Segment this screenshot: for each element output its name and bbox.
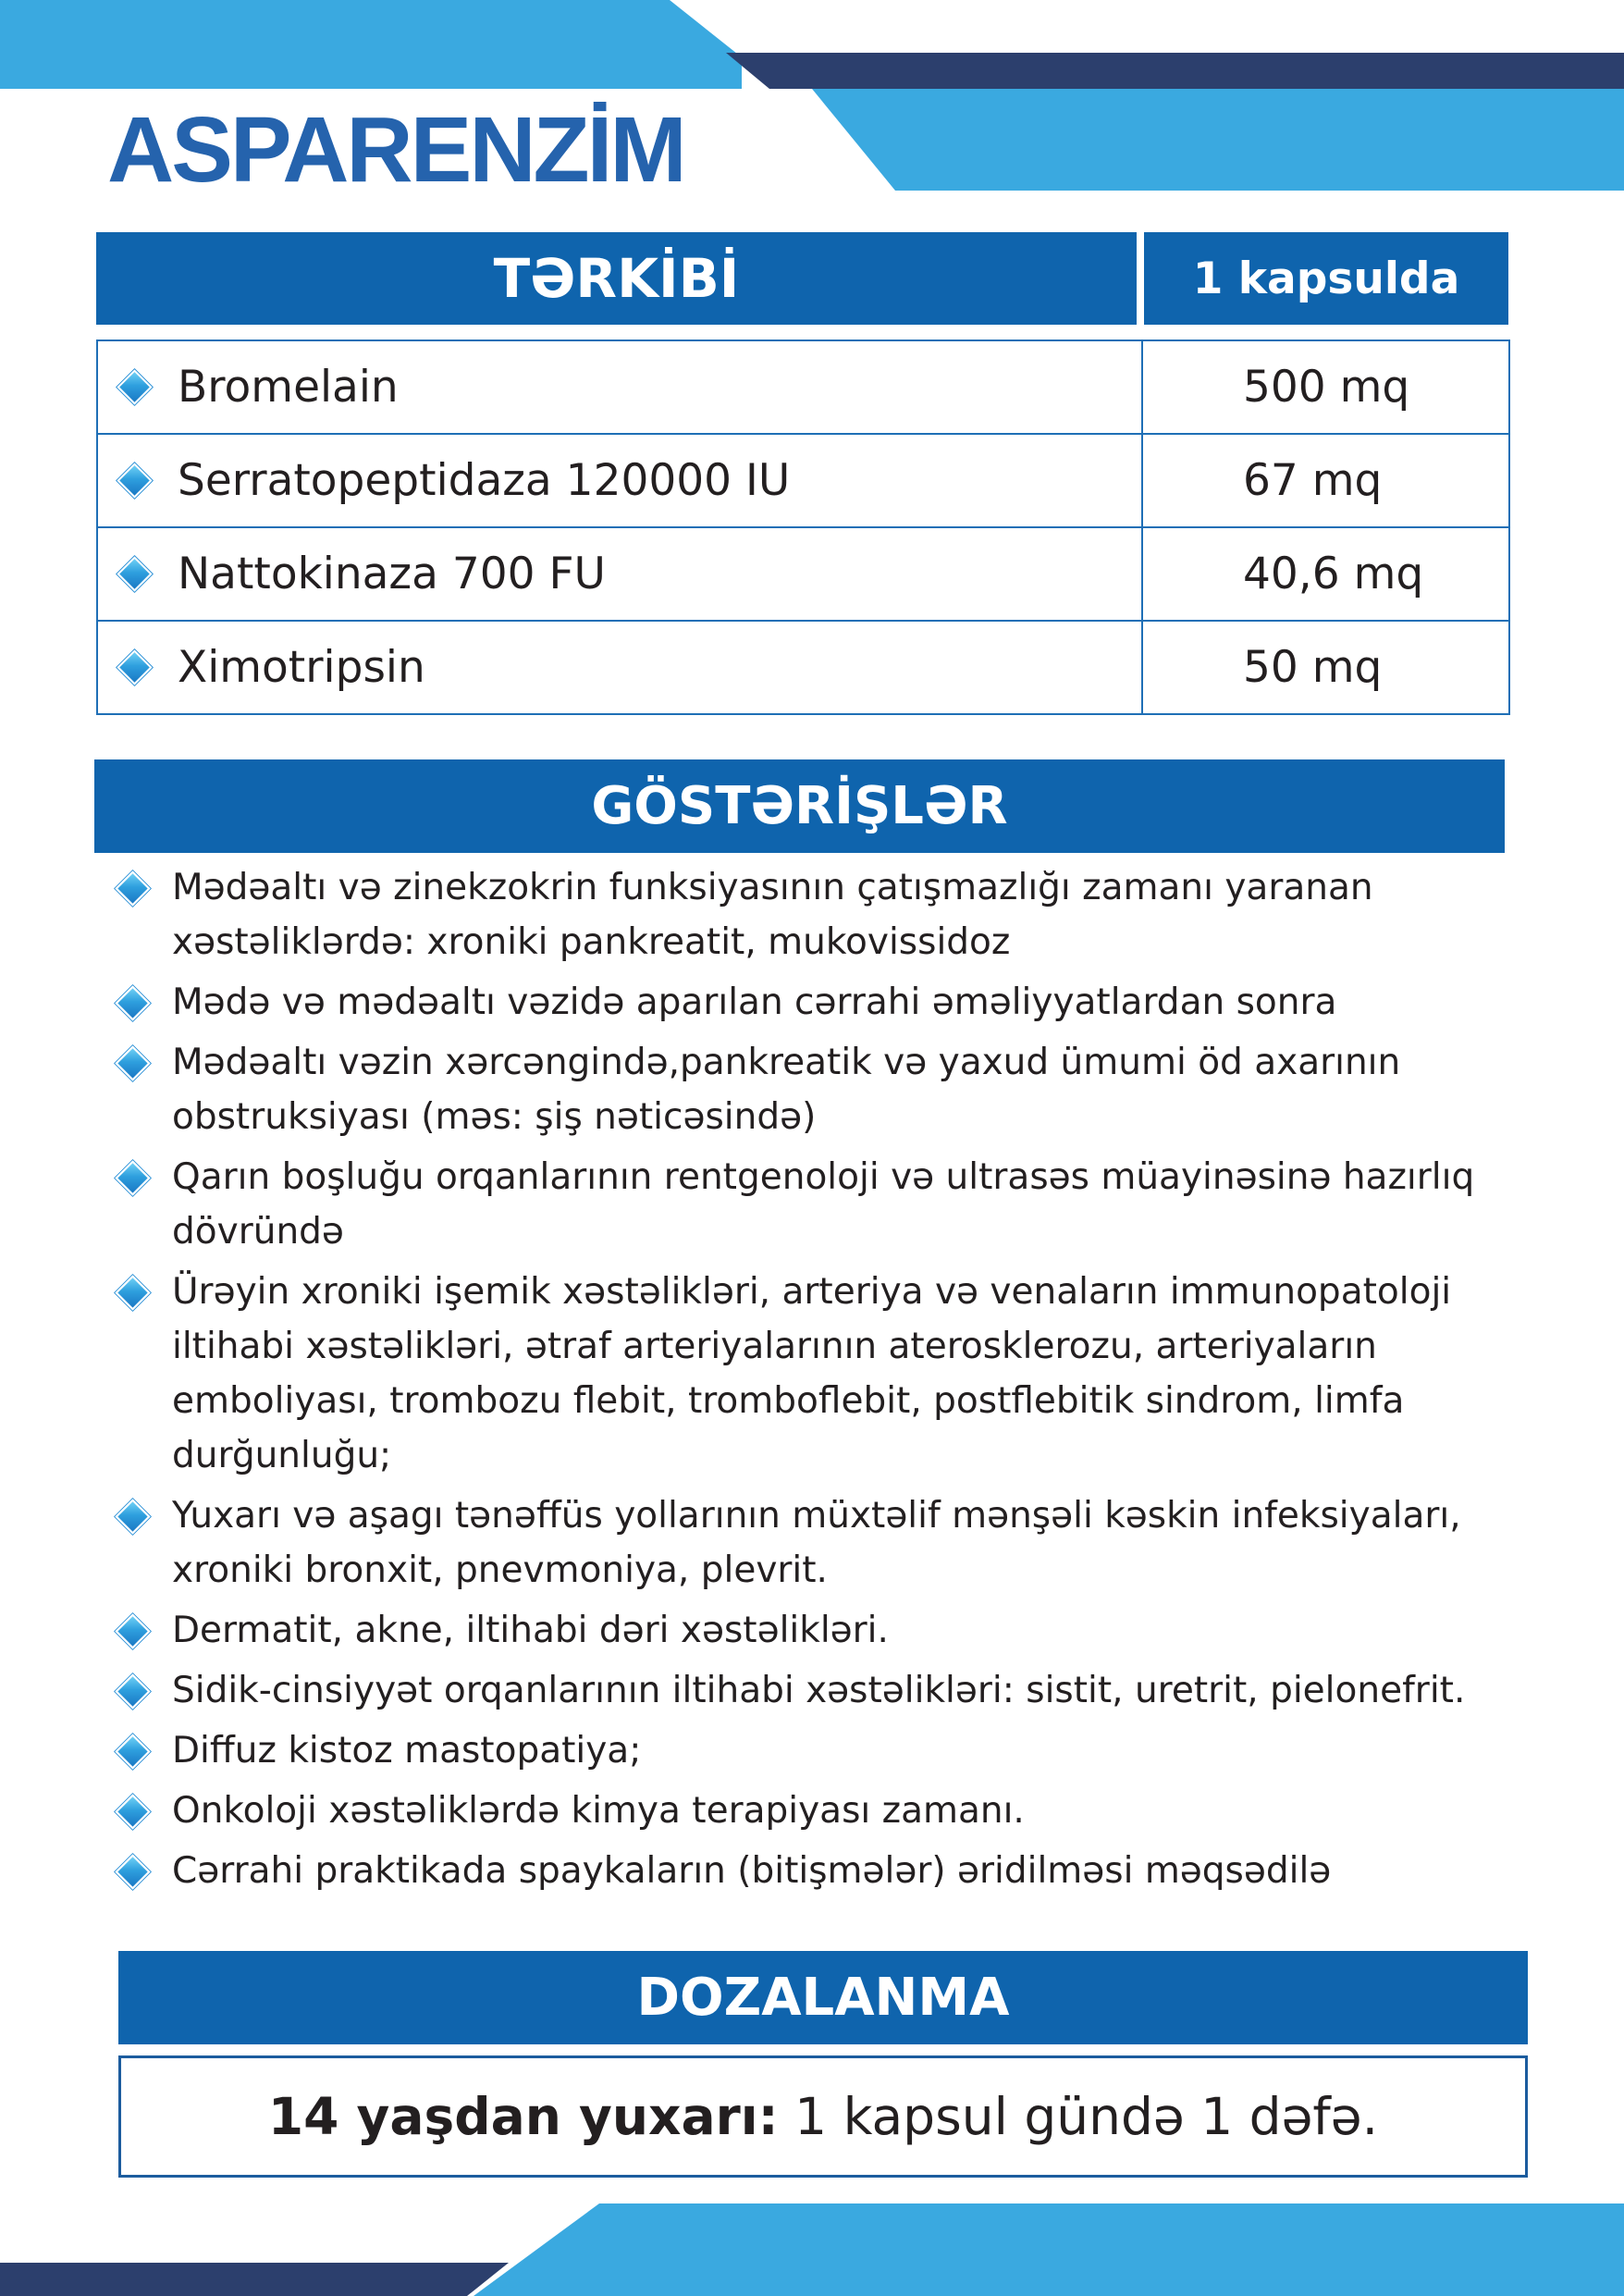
dosage-header <box>118 1951 1528 2044</box>
amount-cell: 500 mq <box>1142 340 1509 434</box>
ingredient-cell <box>97 434 1142 527</box>
ingredient-cell <box>97 621 1142 714</box>
diamond-bullet-icon <box>115 1794 150 1829</box>
composition-header-amount-label: 1 kapsulda <box>1192 253 1460 304</box>
diamond-bullet-icon <box>115 1613 150 1648</box>
list-item <box>120 1663 1544 1718</box>
list-item <box>120 1784 1544 1838</box>
diamond-bullet-icon <box>115 985 150 1020</box>
indication-text: Qarın boşluğu orqanlarının rentgenoloji və ultrasəs müayinəsinə hazırlıq dövründə <box>172 1156 1475 1253</box>
indications-list <box>120 860 1544 1904</box>
diamond-bullet-icon <box>115 1673 150 1709</box>
list-item <box>120 1488 1544 1598</box>
diamond-bullet-icon <box>115 870 150 906</box>
composition-table <box>96 339 1510 715</box>
indication-text: Diffuz kistoz mastopatiya; <box>172 1730 642 1771</box>
indication-text: Cərrahi praktikada spaykaların (bitişmələr) əridilməsi məqsədilə <box>172 1850 1332 1892</box>
ingredient-name: Serratopeptidaza 120000 IU <box>178 455 791 506</box>
amount-cell: 40,6 mq <box>1142 527 1509 621</box>
table-row <box>97 527 1509 621</box>
ingredient-cell <box>97 340 1142 434</box>
list-item <box>120 1603 1544 1658</box>
diamond-bullet-icon <box>115 1045 150 1080</box>
list-item <box>120 860 1544 969</box>
indication-text: Dermatit, akne, iltihabi dəri xəstəlikləri. <box>172 1610 889 1651</box>
composition-header-label: TƏRKİBİ <box>493 247 740 310</box>
diamond-bullet-icon <box>115 1854 150 1889</box>
list-item <box>120 1723 1544 1778</box>
indication-text: Mədəaltı vəzin xərcəngində,pankreatik və yaxud ümumi öd axarının obstruksiyası (məs: şiş nəticəsində) <box>172 1042 1401 1138</box>
amount-cell: 50 mq <box>1142 621 1509 714</box>
table-row <box>97 434 1509 527</box>
indications-header <box>94 759 1505 853</box>
indication-text: Yuxarı və aşagı tənəffüs yollarının müxtəlif mənşəli kəskin infeksiyaları, xroniki bronxit, pnevmoniya, plevrit. <box>172 1495 1461 1591</box>
dosage-age-label: 14 yaşdan yuxarı: <box>267 2087 779 2146</box>
composition-header-ingredient <box>96 232 1137 325</box>
list-item <box>120 975 1544 1030</box>
list-item <box>120 1265 1544 1483</box>
product-title: ASPARENZİM <box>107 98 684 202</box>
indication-text: Onkoloji xəstəliklərdə kimya terapiyası zamanı. <box>172 1790 1025 1832</box>
indication-text: Mədə və mədəaltı vəzidə aparılan cərrahi əməliyyatlardan sonra <box>172 981 1337 1023</box>
list-item <box>120 1844 1544 1898</box>
ingredient-cell <box>97 527 1142 621</box>
dosage-box <box>118 2055 1528 2178</box>
list-item <box>120 1035 1544 1144</box>
composition-header-amount <box>1144 232 1508 325</box>
dosage-header-label: DOZALANMA <box>636 1968 1010 2028</box>
table-row <box>97 621 1509 714</box>
diamond-bullet-icon <box>117 649 152 685</box>
diamond-bullet-icon <box>117 556 152 591</box>
indication-text: Ürəyin xroniki işemik xəstəlikləri, arteriya və venaların immunopatoloji iltihabi xəstəlikləri, ətraf arteriyalarının aterosklerozu, arteriyaların emboliyası, trombozu flebit, tromboflebit, postflebitik sindrom, limfa durğunluğu; <box>172 1271 1452 1476</box>
diamond-bullet-icon <box>115 1734 150 1769</box>
indication-text: Sidik-cinsiyyət orqanlarının iltihabi xəstəlikləri: sistit, uretrit, pielonefrit. <box>172 1670 1466 1711</box>
diamond-bullet-icon <box>115 1160 150 1195</box>
indication-text: Mədəaltı və zinekzokrin funksiyasının çatışmazlığı zamanı yaranan xəstəliklərdə: xroniki pankreatit, mukovissidoz <box>172 867 1373 963</box>
ingredient-name: Bromelain <box>178 362 399 413</box>
amount-cell: 67 mq <box>1142 434 1509 527</box>
indications-header-label: GÖSTƏRİŞLƏR <box>591 776 1008 836</box>
table-row <box>97 340 1509 434</box>
diamond-bullet-icon <box>115 1275 150 1310</box>
dosage-text <box>268 2087 1378 2146</box>
diamond-bullet-icon <box>117 369 152 404</box>
ingredient-name: Nattokinaza 700 FU <box>178 549 606 599</box>
diamond-bullet-icon <box>115 1499 150 1534</box>
ingredient-name: Ximotripsin <box>178 642 425 693</box>
dosage-instruction: 1 kapsul gündə 1 dəfə. <box>778 2087 1379 2146</box>
diamond-bullet-icon <box>117 463 152 498</box>
list-item <box>120 1150 1544 1259</box>
